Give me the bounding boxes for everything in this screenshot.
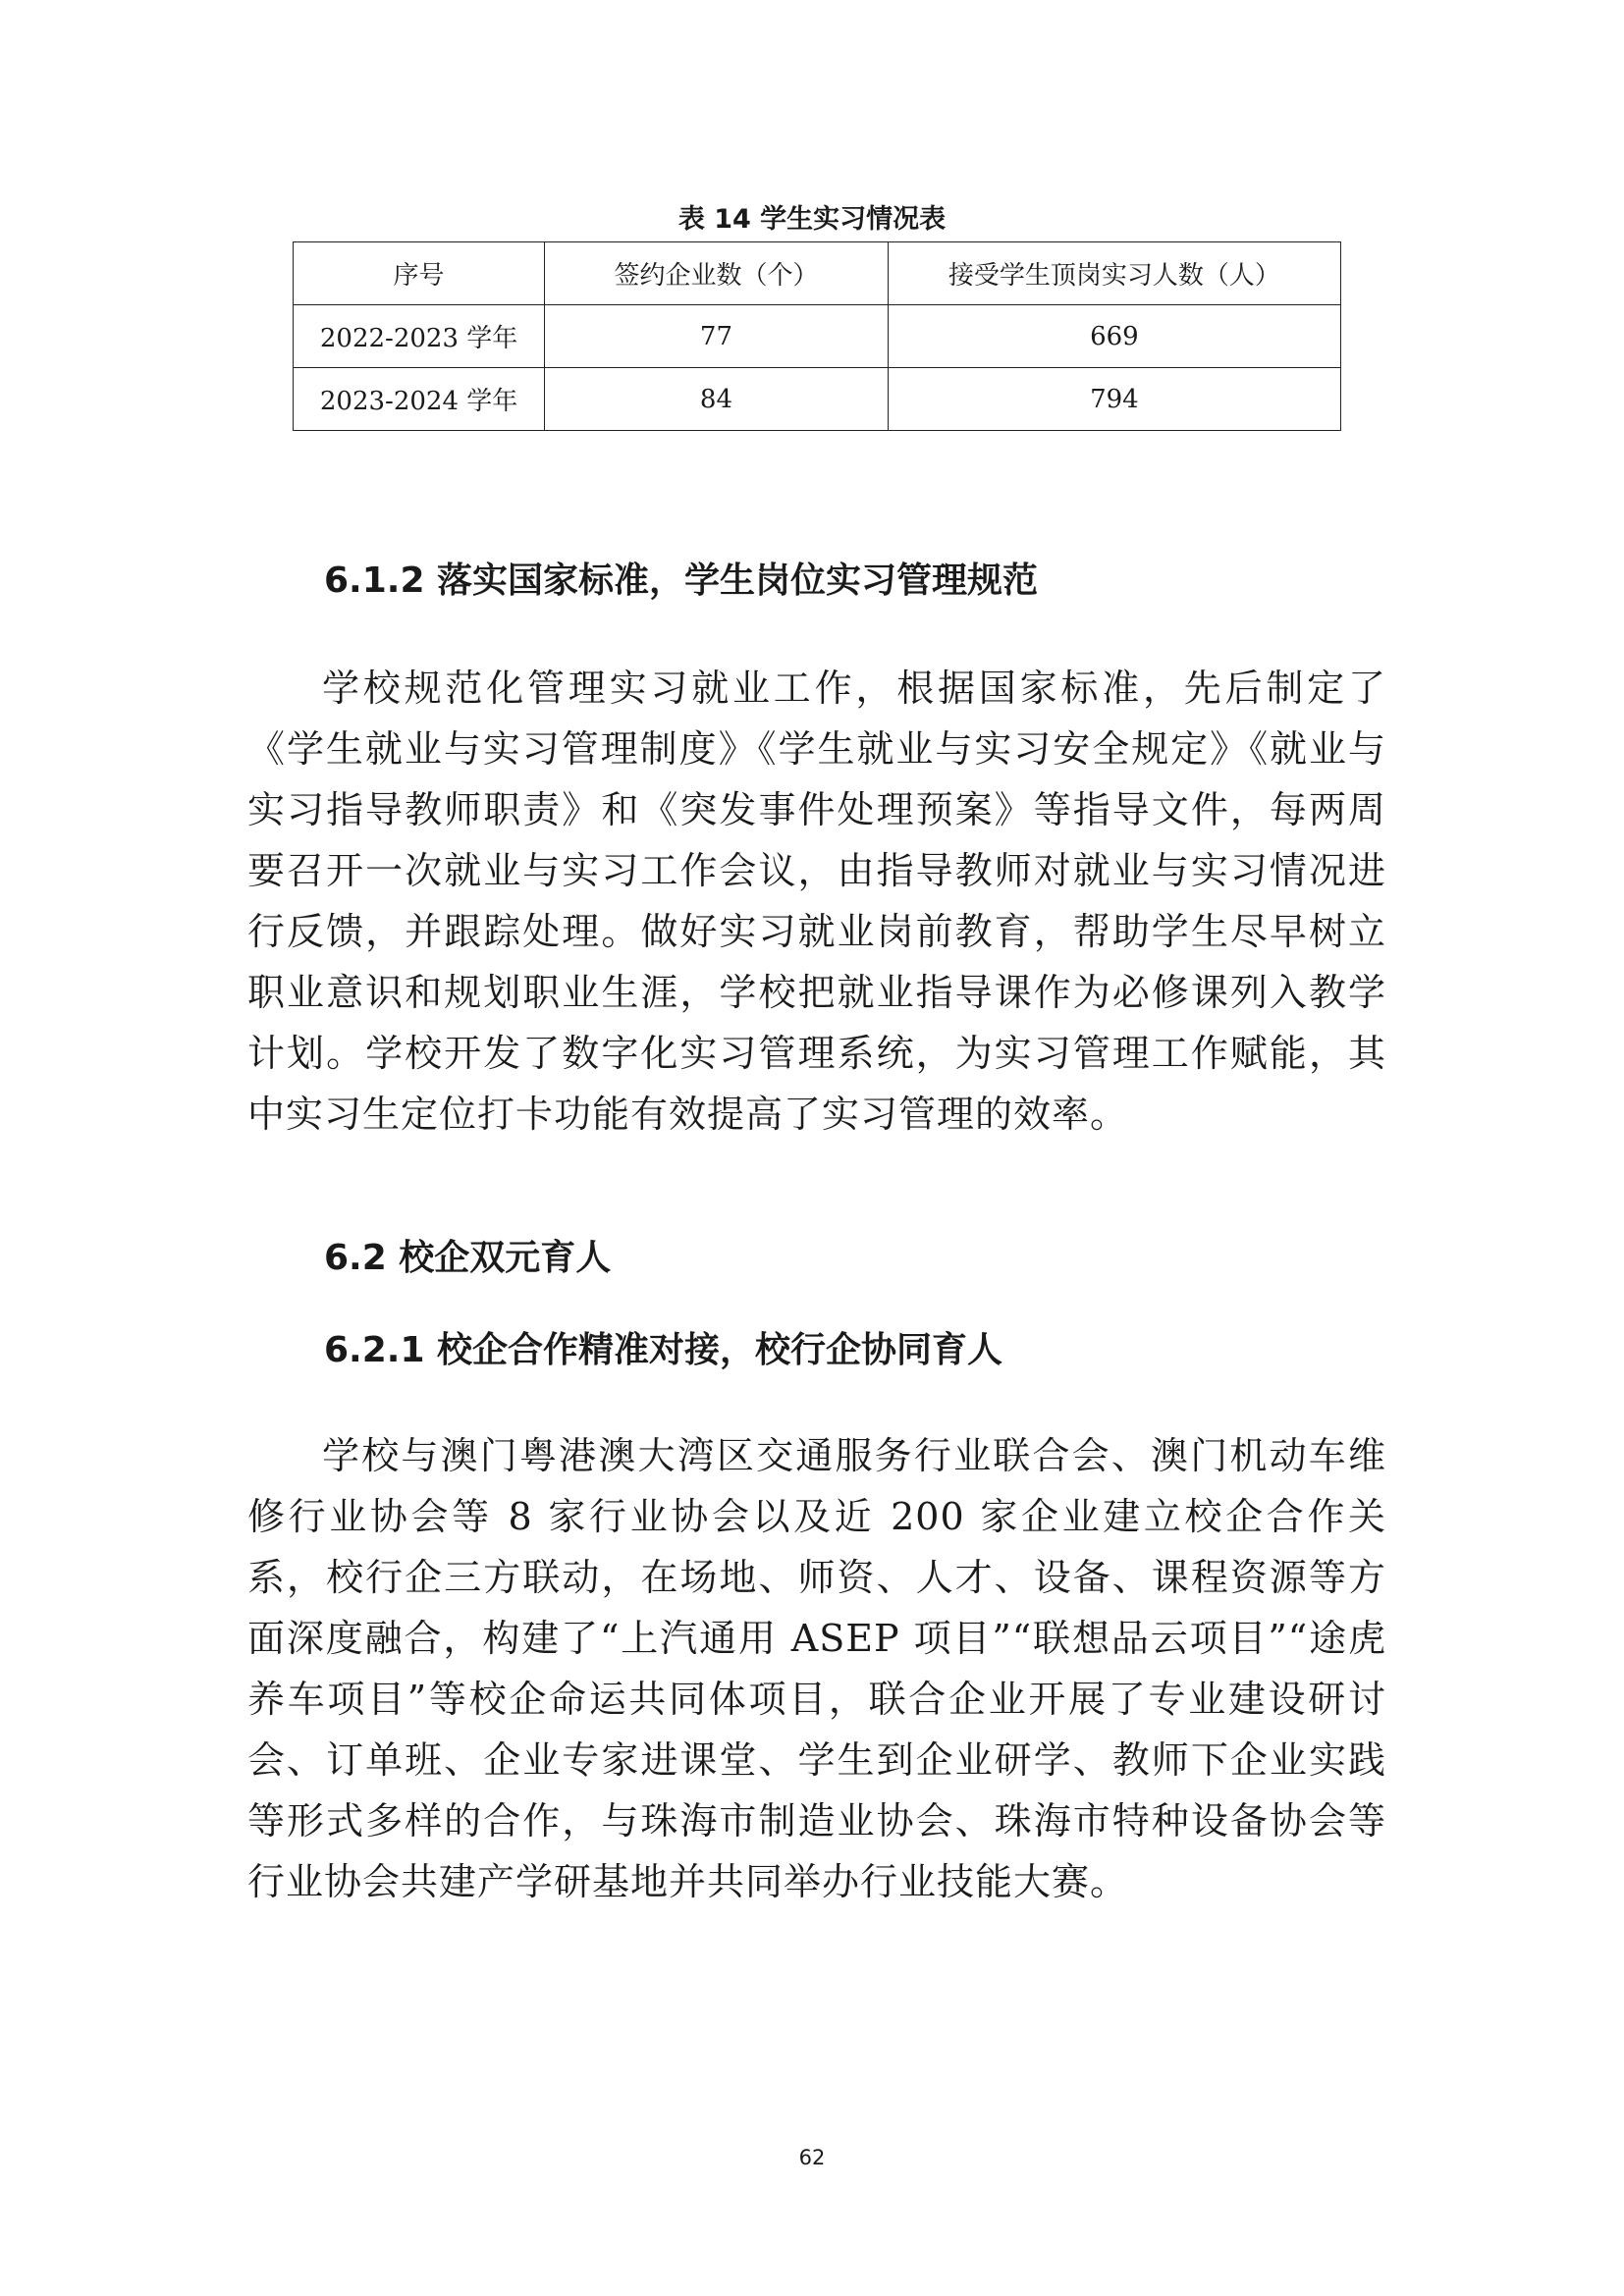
table-cell: 669	[888, 305, 1340, 368]
section-heading-6-1-2: 6.1.2 落实国家标准，学生岗位实习管理规范	[324, 561, 1039, 601]
table-cell: 2023-2024 学年	[294, 368, 545, 431]
table-cell: 77	[545, 305, 889, 368]
table-caption: 表 14 学生实习情况表	[677, 204, 947, 235]
table-cell: 2022-2023 学年	[294, 305, 545, 368]
table-header-cell: 签约企业数（个）	[545, 242, 889, 305]
table-header-cell: 序号	[294, 242, 545, 305]
internship-table	[293, 241, 1341, 431]
table-cell: 794	[888, 368, 1340, 431]
section-heading-6-2: 6.2 校企双元育人	[324, 1238, 612, 1278]
section-heading-6-2-1: 6.2.1 校企合作精准对接，校行企协同育人	[324, 1330, 1003, 1370]
section-paragraph-6-2-1: 学校与澳门粤港澳大湾区交通服务行业联合会、澳门机动车维修行业协会等 8 家行业协会以及近 200 家企业建立校企合作关系，校行企三方联动，在场地、师资、人才、设备、课程资源等方面深度融合，构建了“上汽通用 ASEP 项目”“联想品云项目”“途虎养车项目”等校企命运共同体项目，联合企业开展了专业建设研讨会、订单班、企业专家进课堂、学生到企业研学、教师下企业实践等形式多样的合作，与珠海市制造业协会、珠海市特种设备协会等行业协会共建产学研基地并共同举办行业技能大赛。	[247, 1434, 1386, 1903]
table-row	[294, 305, 1341, 368]
page-number: 62	[798, 2146, 826, 2169]
table-cell: 84	[545, 368, 889, 431]
section-paragraph-6-1-2: 学校规范化管理实习就业工作，根据国家标准，先后制定了《学生就业与实习管理制度》《学生就业与实习安全规定》《就业与实习指导教师职责》和《突发事件处理预案》等指导文件，每两周要召开一次就业与实习工作会议，由指导教师对就业与实习情况进行反馈，并跟踪处理。做好实习就业岗前教育，帮助学生尽早树立职业意识和规划职业生涯，学校把就业指导课作为必修课列入教学计划。学校开发了数字化实习管理系统，为实习管理工作赋能，其中实习生定位打卡功能有效提高了实习管理的效率。	[247, 667, 1386, 1136]
table-header-row	[294, 242, 1341, 305]
table-header-cell: 接受学生顶岗实习人数（人）	[888, 242, 1340, 305]
table-row	[294, 368, 1341, 431]
